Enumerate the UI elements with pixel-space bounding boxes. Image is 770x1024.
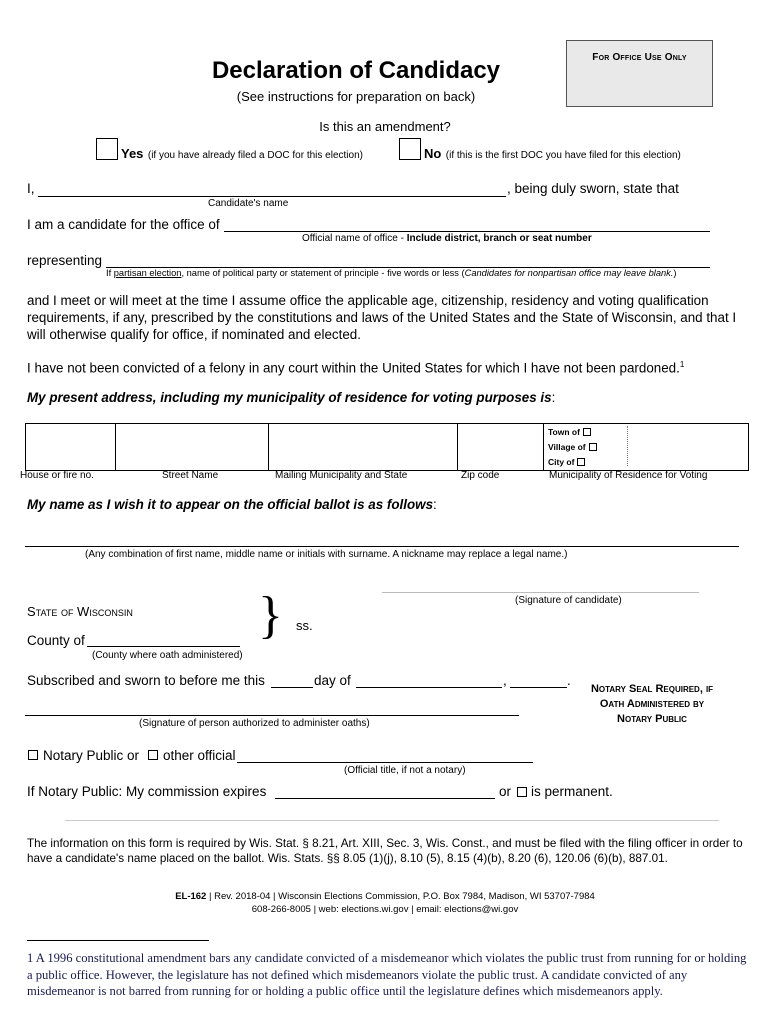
amendment-yes-option [121,145,363,163]
address-table [25,423,749,471]
village-option [544,440,748,455]
footnote [27,950,747,1000]
other-official-checkbox[interactable] [148,750,158,760]
candidate-signature-field[interactable] [382,592,699,593]
amendment-yes-checkbox[interactable] [96,138,118,160]
yes-label: Yes [121,146,144,161]
col-house-number: House or fire no. [20,470,94,481]
house-number-cell[interactable] [26,424,116,471]
office-name-field[interactable] [224,231,710,232]
street-name-cell[interactable] [116,424,269,471]
footnote-number: 1 [27,951,34,965]
col-zip-code: Zip code [461,470,500,481]
footnote-rule [27,940,209,941]
felony-footnote-mark: 1 [679,360,685,369]
commission-or: or [499,784,512,799]
representing-caption [106,268,677,278]
address-heading-colon: : [551,390,556,405]
authorized-signature-caption: (Signature of person authorized to administer oaths) [139,718,370,729]
felony-text: I have not been convicted of a felony in any court within the United States for which I have not been pardoned. [27,360,680,376]
mailing-municipality-cell[interactable] [269,424,458,471]
form-id: EL-162 [175,891,207,902]
authorized-signature-field[interactable] [25,715,519,716]
commission-label: If Notary Public: My commission expires [27,784,267,799]
ballot-heading [27,497,437,512]
form-footer [0,890,770,916]
amendment-no-option [424,145,681,163]
city-option [544,455,748,470]
ballot-name-field[interactable] [25,546,739,547]
date-comma: , [503,673,507,688]
office-caption-bold: Include district, branch or seat number [406,233,592,244]
amendment-no-checkbox[interactable] [399,138,421,160]
footnote-text: A 1996 constitutional amendment bars any candidate convicted of a misdemeanor which violates the public trust from running for or holding a public office. However, the legislature has not defined which misdemeanors violate the public trust. A candidate convicted of any misdemeanor is not barred from running for or holding a public office until the legislature defines which misdemeanors apply. [27,951,747,998]
section-divider [65,820,719,821]
address-heading-text: My present address, including my municipality of residence for voting purposes is [27,390,552,405]
date-period: . [567,673,571,688]
city-checkbox[interactable] [577,458,585,466]
municipality-divider [627,426,628,466]
yes-note: (if you have already filed a DOC for this election) [147,150,363,161]
village-label: Village of [548,442,586,452]
official-title-caption: (Official title, if not a notary) [344,765,466,776]
notary-public-checkbox[interactable] [28,750,38,760]
village-checkbox[interactable] [589,443,597,451]
office-prefix: I am a candidate for the office of [27,217,220,232]
municipality-residence-cell [544,424,749,471]
right-brace: } [258,587,283,644]
col-mailing-municipality: Mailing Municipality and State [275,470,408,481]
town-label: Town of [548,427,580,437]
permanent-label: is permanent. [531,784,613,799]
office-caption [302,233,592,244]
no-note: (if this is the first DOC you have filed for this election) [445,150,681,161]
ballot-heading-colon: : [433,497,437,512]
notary-public-label: Notary Public or [43,748,140,763]
official-title-field[interactable] [237,762,533,763]
col-street-name: Street Name [162,470,219,481]
state-label: State of Wisconsin [27,604,133,619]
col-municipality-residence: Municipality of Residence for Voting [549,470,708,481]
permanent-checkbox[interactable] [517,787,527,797]
day-of-label: day of [314,673,351,688]
rep-caption-pre: If [106,268,114,278]
ballot-heading-text: My name as I wish it to appear on the official ballot is as follows [27,497,434,512]
footer-line-2: 608-266-8005 | web: elections.wi.gov | email: elections@wi.gov [251,904,519,915]
town-checkbox[interactable] [583,428,591,436]
candidate-name-caption: Candidate's name [208,198,289,209]
year-field[interactable] [510,687,567,688]
day-field[interactable] [271,687,313,688]
amendment-question: Is this an amendment? [319,119,451,134]
office-use-label: For Office Use Only [592,52,687,63]
candidate-name-field[interactable] [38,196,506,197]
ballot-caption: (Any combination of first name, middle name or initials with surname. A nickname may replace a legal name.) [85,549,568,560]
felony-paragraph [27,356,749,376]
sworn-prefix: I, [27,181,35,196]
town-option [544,425,748,440]
no-label: No [424,146,442,161]
county-caption: (County where oath administered) [92,650,243,661]
office-caption-plain: Official name of office - [302,233,407,244]
qualification-paragraph: and I meet or will meet at the time I assume office the applicable age, citizenship, residency and voting qualification requirements, if any, prescribed by the constitutions and laws of the United States and the State of Wisconsin, and that I will otherwise qualify for office, if nominated and elected. [27,293,737,342]
subscribed-text: Subscribed and sworn to before me this [27,673,265,688]
candidate-signature-caption: (Signature of candidate) [515,595,622,606]
rep-caption-mid: , name of political party or statement of principle - five words or less ( [181,268,465,278]
city-label: City of [548,457,575,467]
county-label: County of [27,633,85,648]
footer-rev: | Rev. 2018-04 | Wisconsin Elections Commission, P.O. Box 7984, Madison, WI 53707-7984 [206,891,595,902]
notary-seal-note: Notary Seal Required, if Oath Administered by Notary Public [590,683,714,725]
representing-label: representing [27,253,103,268]
partisan-election-link: partisan election [113,268,182,278]
sworn-suffix: , being duly sworn, state that [507,181,679,196]
form-title: Declaration of Candidacy [211,57,501,84]
rep-caption-italic: Candidates for nonpartisan office may leave blank. [464,268,674,278]
footer-line-1 [0,890,770,903]
zip-code-cell[interactable] [458,424,544,471]
legal-paragraph: The information on this form is required by Wis. Stat. § 8.21, Art. XIII, Sec. 3, Wis. Const., and must be filed with the filing officer in order to have a candidate's name placed on the ballot. Wis. Stats. §§ 8.05 (1)(j), 8.10 (5), 8.15 (4)(b), 8.20 (6), 120.06 (6)(b), 887.01. [27,837,743,865]
ss-label: ss. [296,618,313,633]
rep-caption-end: ) [673,268,677,278]
commission-expires-field[interactable] [275,798,495,799]
other-official-label: other official [163,748,236,763]
county-field[interactable] [87,646,240,647]
address-heading [27,390,555,405]
form-subtitle: (See instructions for preparation on back) [236,89,476,104]
month-field[interactable] [356,687,502,688]
